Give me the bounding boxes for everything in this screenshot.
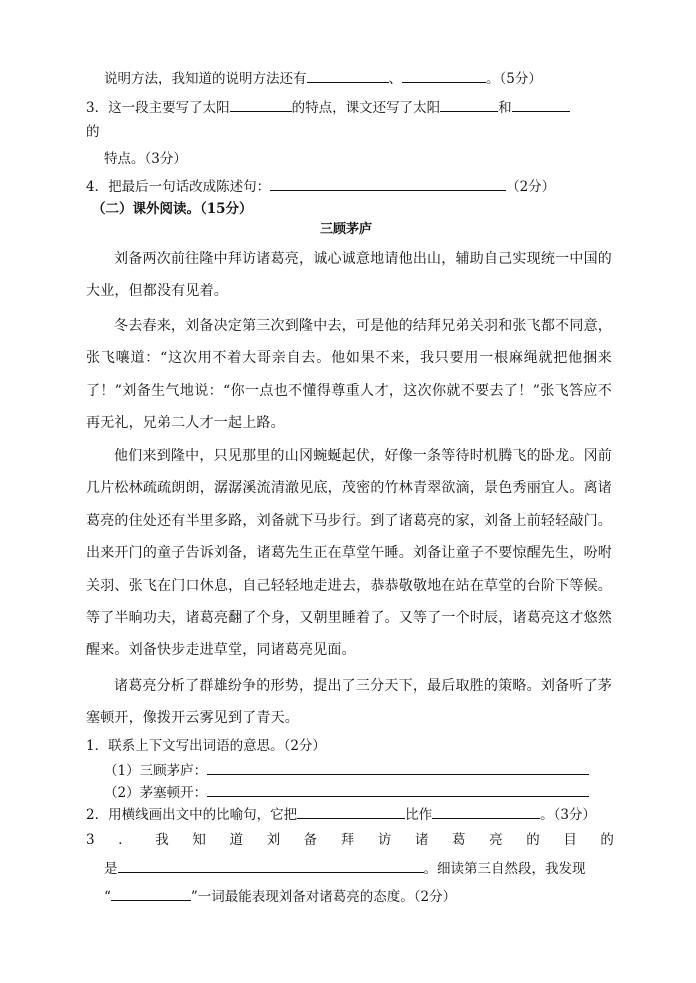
question-2-text: 2．用横线画出文中的比喻句，它把 [86, 807, 298, 823]
answer-blank[interactable] [402, 68, 486, 83]
score-note: 。（3分） [540, 807, 596, 823]
question-3-text-2: 的特点，课文还写了太阳 [291, 100, 441, 116]
paragraph-1-text: 刘备两次前往隆中拜访诸葛亮，诚心诚意地请他出山，辅助自己实现统一中国的大业，但都没有见着。 [86, 251, 612, 300]
question-3-char: 的 [526, 832, 540, 848]
question-1b [104, 782, 589, 803]
answer-blank[interactable] [118, 858, 424, 873]
question-3-char: 葛 [452, 832, 466, 848]
paragraph-4-text: 诸葛亮分析了群雄纷争的形势，提出了三分天下，最后取胜的策略。刘备听了茅塞顿开，像拨开云雾见到了青天。 [86, 678, 612, 727]
question-3-answer [104, 858, 586, 879]
question-3-char: 3 [86, 832, 95, 848]
answer-blank[interactable] [207, 760, 589, 775]
open-quote: “ [104, 889, 111, 905]
question-3-word [104, 886, 456, 907]
question-line-methods [104, 68, 542, 89]
answer-blank[interactable] [270, 176, 506, 191]
question-4-text: 4．把最后一句话改成陈述句： [86, 179, 271, 195]
answer-blank[interactable] [307, 68, 389, 83]
question-3 [86, 97, 570, 118]
score-note: 。（5分） [486, 71, 542, 87]
question-3-text: 3．这一段主要写了太阳 [86, 100, 230, 116]
question-3-is: 是 [104, 861, 118, 877]
question-1a [104, 760, 589, 781]
score-note: （2分） [506, 179, 556, 195]
question-3-tail: ”一词最能表现刘备对诸葛亮的态度。（2分） [190, 889, 457, 905]
methods-text: 说明方法，我知道的说明方法还有 [104, 71, 307, 87]
paragraph-3-text: 他们来到隆中，只见那里的山冈蜿蜒起伏，好像一条等待时机腾飞的卧龙。冈前几片松林疏疏朗朗，潺潺溪流清澈见底，茂密的竹林青翠欲滴，景色秀丽宜人。离诸葛亮的住处还有半里多路，刘备就下马步行。到了诸葛亮的家，刘备上前轻轻敲门。出来开门的童子告诉刘备，诸葛先生正在草堂午睡。刘备让童子不要惊醒先生，吩咐关羽、张飞在门口休息，自己轻轻地走进去，恭恭敬敬地在站在草堂的台阶下等候。等了半晌功夫，诸葛亮翻了个身，又朝里睡着了。又等了一个时辰，诸葛亮这才悠然醒来。刘备快步走进草堂，同诸葛亮见面。 [86, 448, 612, 659]
question-1b-label: （2）茅塞顿开： [104, 785, 208, 801]
question-3-char: 亮 [489, 832, 503, 848]
paragraph-4 [86, 670, 612, 735]
question-3-char: 的 [600, 832, 614, 848]
separator: 、 [388, 71, 402, 87]
question-3-char: 拜 [340, 832, 355, 848]
answer-blank[interactable] [230, 97, 292, 112]
question-2 [86, 804, 596, 825]
paragraph-3 [86, 440, 612, 667]
question-3-continue: 。细读第三自然段，我发现 [423, 861, 586, 877]
answer-blank[interactable] [432, 804, 540, 819]
question-2-text-2: 比作 [405, 807, 433, 823]
question-3-and: 和 [498, 100, 512, 116]
question-3-char: 访 [377, 832, 392, 848]
question-4 [86, 176, 555, 197]
paragraph-1 [86, 243, 612, 308]
question-1: 1．联系上下文写出词语的意思。（2分） [86, 738, 326, 754]
paragraph-2 [86, 310, 612, 440]
passage-title: 三顾茅庐 [320, 222, 373, 237]
question-3-char: ． [118, 832, 132, 848]
question-1a-label: （1）三顾茅庐： [104, 763, 208, 779]
question-3-char: 知 [192, 832, 206, 848]
answer-blank[interactable] [207, 782, 589, 797]
answer-blank[interactable] [111, 886, 191, 901]
answer-blank[interactable] [512, 97, 570, 112]
question-3-spread [86, 830, 614, 850]
question-3-char: 备 [303, 832, 318, 848]
question-3-char: 道 [229, 832, 243, 848]
paragraph-2-text: 冬去春来，刘备决定第三次到隆中去，可是他的结拜兄弟关羽和张飞都不同意，张飞嚷道：“这次用不着大哥亲自去。他如果不来，我只要用一根麻绳就把他捆来了！”刘备生气地说：“你一点也不懂得尊重人才，这次你就不要去了！”张飞答应不再无礼，兄弟二人才一起上路。 [86, 318, 612, 432]
question-3-char: 诸 [414, 832, 429, 848]
question-3-char: 目 [563, 832, 577, 848]
question-3-char: 刘 [266, 832, 281, 848]
section-heading: （二）课外阅读。（15分） [92, 201, 253, 217]
question-3-char: 我 [155, 832, 169, 848]
question-3-end: 特点。（3分） [104, 151, 187, 167]
question-3-wrap: 的 [86, 124, 100, 140]
answer-blank[interactable] [297, 804, 405, 819]
answer-blank[interactable] [440, 97, 498, 112]
